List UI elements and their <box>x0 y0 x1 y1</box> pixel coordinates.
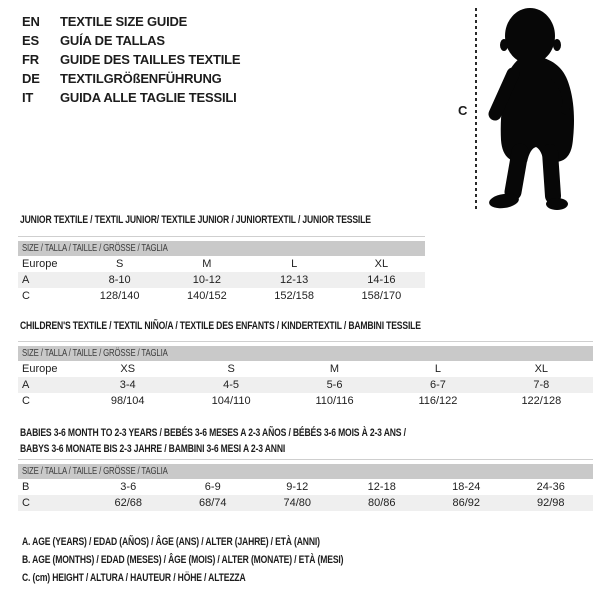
footnote-b-text: B. AGE (MONTHS) / EDAD (MESES) / ÂGE (MOIS) / ALTER (MONATE) / ETÀ (MESI) <box>22 554 344 566</box>
size-cell: 62/68 <box>114 497 143 509</box>
table-top-rule <box>18 459 593 460</box>
size-cell: 122/128 <box>521 395 562 407</box>
footnote-c <box>22 569 434 587</box>
size-cell: XL <box>374 258 389 270</box>
height-dotted-line <box>475 8 477 210</box>
size-cell: 12-18 <box>367 481 396 493</box>
table-row <box>18 393 593 409</box>
table-row <box>18 479 593 495</box>
language-code: FR <box>22 52 39 67</box>
size-header-bar <box>18 241 425 256</box>
table-title-text: JUNIOR TEXTILE / TEXTIL JUNIOR/ TEXTILE JUNIOR / JUNIORTEXTIL / JUNIOR TESSILE <box>20 214 371 226</box>
size-cell: 80/86 <box>367 497 396 509</box>
baby-silhouette-icon <box>480 2 598 212</box>
table-title-text: CHILDREN'S TEXTILE / TEXTIL NIÑO/A / TEXTILE DES ENFANTS / KINDERTEXTIL / BAMBINI TESSILE <box>20 320 421 332</box>
language-title: TEXTILE SIZE GUIDE <box>60 14 188 29</box>
size-cell: 5-6 <box>326 379 343 391</box>
language-title: TEXTILGRÖßENFÜHRUNG <box>60 71 222 86</box>
height-figure <box>450 0 600 214</box>
row-label: A <box>22 379 30 391</box>
size-header-bar <box>18 464 593 479</box>
size-cell: M <box>329 363 340 375</box>
size-cell: 74/80 <box>283 497 312 509</box>
language-row-de <box>22 69 240 88</box>
table-title-block <box>18 425 593 457</box>
size-cell: S <box>115 258 124 270</box>
language-code: EN <box>22 14 40 29</box>
table-row <box>18 361 593 377</box>
table-title-text: BABIES 3-6 MONTH TO 2-3 YEARS / BEBÉS 3-6 MESES A 2-3 AÑOS / BÉBÉS 3-6 MOIS À 2-3 ANS / <box>20 427 406 439</box>
language-list <box>22 12 240 107</box>
language-code: IT <box>22 90 34 105</box>
size-cell: 152/158 <box>274 290 314 302</box>
footnotes <box>22 533 434 587</box>
size-cell: 14-16 <box>367 274 396 286</box>
footnote-c-text: C. (cm) HEIGHT / ALTURA / HAUTEUR / HÖHE / ALTEZZA <box>22 572 246 584</box>
table-title <box>18 214 425 227</box>
size-cell: 92/98 <box>536 497 565 509</box>
row-label: Europe <box>22 363 58 375</box>
size-cell: 110/116 <box>315 395 354 407</box>
footnote-b <box>22 551 434 569</box>
row-label: C <box>22 395 30 407</box>
table-top-rule <box>18 236 425 237</box>
table-row <box>18 495 593 511</box>
table-title-line2 <box>18 441 593 457</box>
size-cell: 3-4 <box>119 379 136 391</box>
table-top-rule <box>18 341 593 342</box>
size-cell: L <box>434 363 441 375</box>
language-row-it <box>22 88 240 107</box>
size-cell: 140/152 <box>186 290 227 302</box>
row-label: C <box>22 290 30 302</box>
size-cell: 98/104 <box>110 395 145 407</box>
junior-textile-table <box>18 214 425 304</box>
babies-textile-table <box>18 425 593 511</box>
table-row <box>18 377 593 393</box>
size-cell: L <box>291 258 298 270</box>
size-cell: 116/122 <box>418 395 458 407</box>
size-cell: 7-8 <box>533 379 550 391</box>
table-row <box>18 256 425 272</box>
language-row-es <box>22 31 240 50</box>
size-header-bar <box>18 346 593 361</box>
language-title: GUIDA ALLE TAGLIE TESSILI <box>60 90 237 105</box>
size-cell: 128/140 <box>99 290 140 302</box>
language-row-fr <box>22 50 240 69</box>
language-title: GUÍA DE TALLAS <box>60 33 165 48</box>
language-row-en <box>22 12 240 31</box>
language-code: DE <box>22 71 40 86</box>
size-cell: 9-12 <box>286 481 309 493</box>
size-cell: 24-36 <box>536 481 565 493</box>
table-title <box>18 425 593 441</box>
footnote-a <box>22 533 434 551</box>
size-cell: 104/110 <box>211 395 251 407</box>
size-cell: 6-7 <box>429 379 446 391</box>
size-cell: 86/92 <box>452 497 481 509</box>
row-label: A <box>22 274 30 286</box>
size-cell: M <box>202 258 212 270</box>
size-cell: 4-5 <box>223 379 240 391</box>
size-cell: XS <box>120 363 136 375</box>
size-cell: 10-12 <box>192 274 221 286</box>
language-title: GUIDE DES TAILLES TEXTILE <box>60 52 241 67</box>
footnote-a-text: A. AGE (YEARS) / EDAD (AÑOS) / ÂGE (ANS) / ALTER (JAHRE) / ETÀ (ANNI) <box>22 536 320 548</box>
row-label: C <box>22 497 30 509</box>
height-measure-label: C <box>458 103 468 118</box>
size-header-text: SIZE / TALLA / TAILLE / GRÖSSE / TAGLIA <box>22 466 168 477</box>
row-label: Europe <box>22 258 58 270</box>
table-row <box>18 288 425 304</box>
size-cell: 18-24 <box>452 481 481 493</box>
size-cell: 6-9 <box>204 481 221 493</box>
row-label: B <box>22 481 30 493</box>
size-cell: 12-13 <box>280 274 309 286</box>
size-cell: S <box>227 363 235 375</box>
size-cell: 68/74 <box>198 497 227 509</box>
size-cell: 8-10 <box>108 274 131 286</box>
table-row <box>18 272 425 288</box>
size-cell: 158/170 <box>361 290 402 302</box>
table-title-text: BABYS 3-6 MONATE BIS 2-3 JAHRE / BAMBINI 3-6 MESI A 2-3 ANNI <box>20 443 286 455</box>
size-cell: XL <box>534 363 549 375</box>
size-header-text: SIZE / TALLA / TAILLE / GRÖSSE / TAGLIA <box>22 348 168 359</box>
size-cell: 3-6 <box>120 481 137 493</box>
table-title <box>18 320 593 333</box>
children-textile-table <box>18 320 593 409</box>
size-header-text: SIZE / TALLA / TAILLE / GRÖSSE / TAGLIA <box>22 243 168 254</box>
language-code: ES <box>22 33 39 48</box>
